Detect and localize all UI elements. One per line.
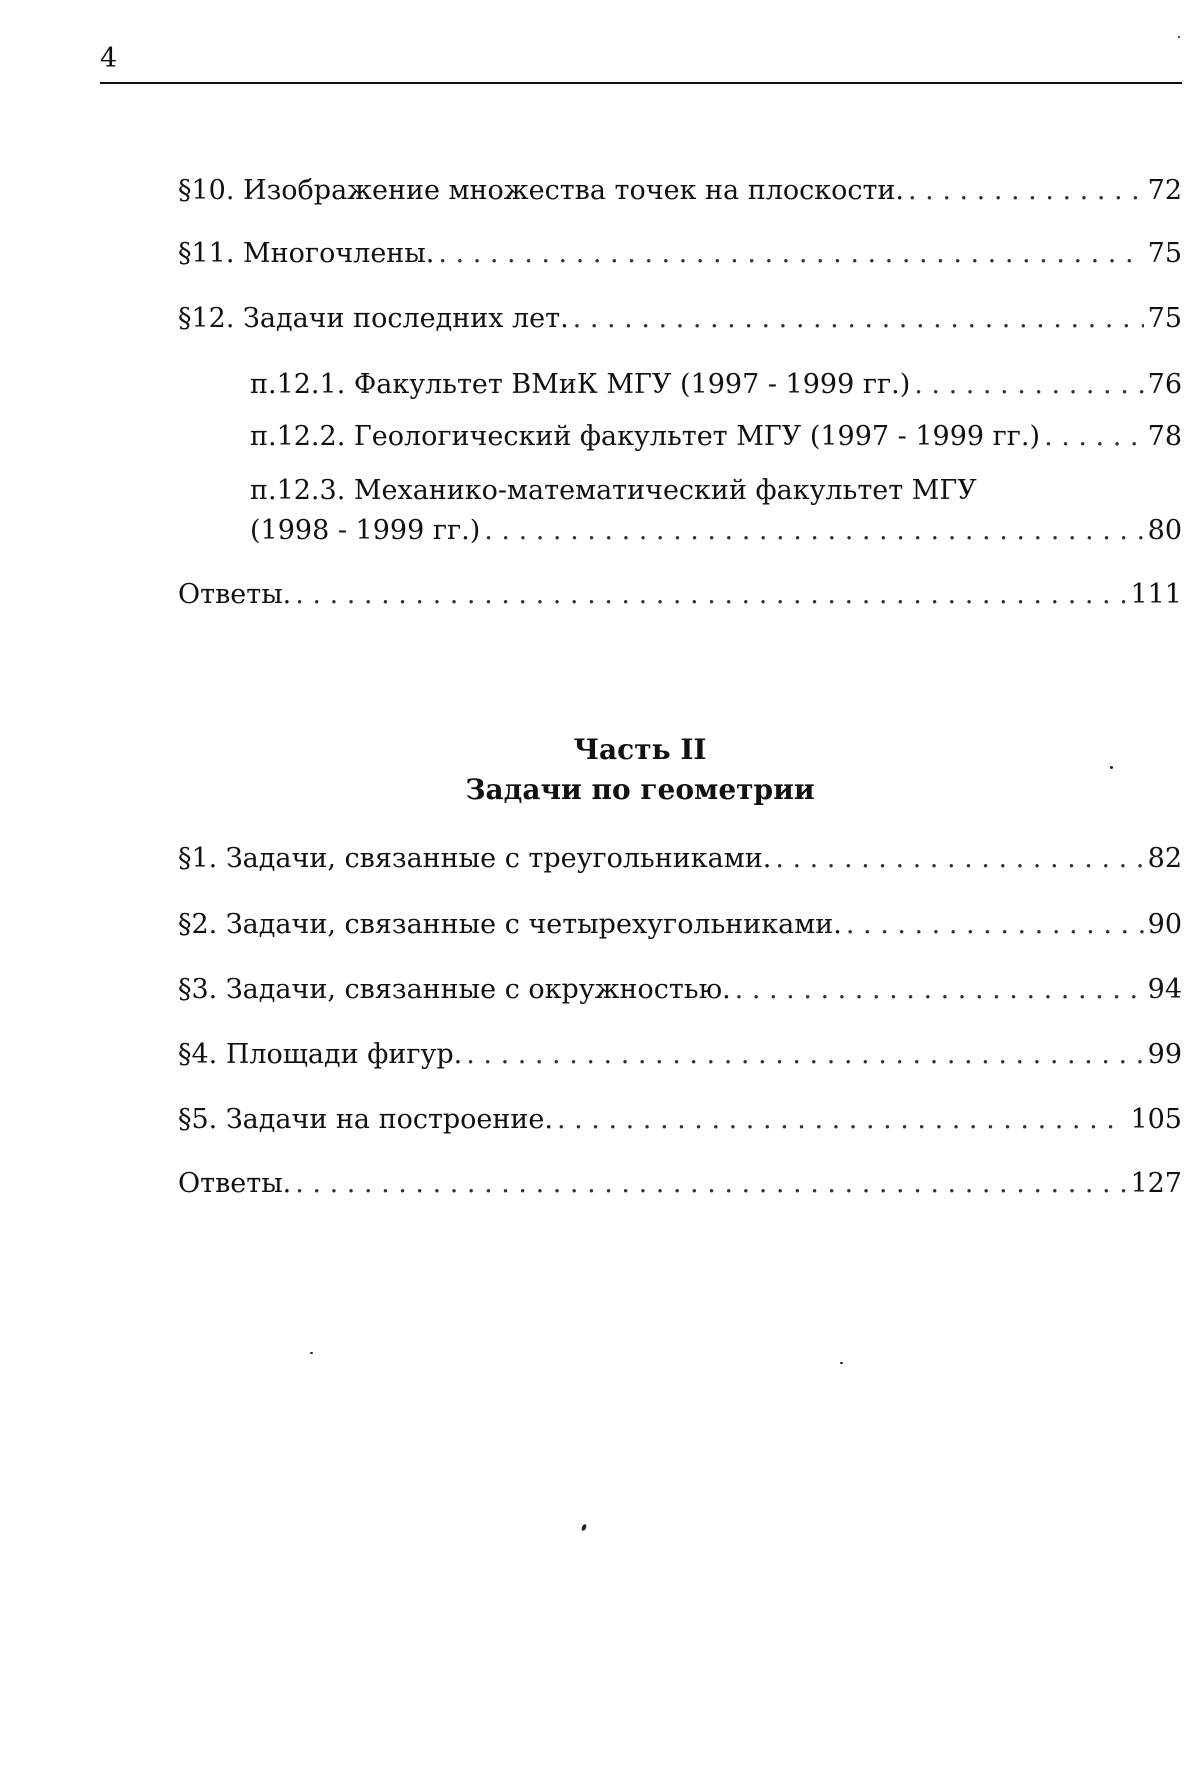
scan-speck <box>840 1362 843 1364</box>
page-number: 4 <box>100 43 118 74</box>
toc-subentry-page: 78 <box>1147 421 1182 452</box>
dot-leader <box>914 368 1143 402</box>
dot-leader <box>735 973 1144 1007</box>
dot-leader <box>557 1103 1126 1137</box>
dot-leader <box>846 908 1144 942</box>
dot-leader <box>484 514 1143 548</box>
toc-entry-page: 94 <box>1147 974 1182 1005</box>
toc-subentry-title: п.12.1. Факультет ВМиК МГУ (1997 - 1999 гг.) <box>250 369 911 400</box>
toc-subentry-page: 76 <box>1147 369 1182 400</box>
toc-entry-title: §5. Задачи на построение. <box>178 1104 553 1135</box>
toc-entry-title: §11. Многочлены. <box>178 238 435 269</box>
toc-entry-title: §4. Площади фигур. <box>178 1039 463 1070</box>
toc-entry[interactable] <box>178 973 1182 1007</box>
dot-leader <box>573 302 1144 336</box>
toc-entry[interactable] <box>178 174 1182 208</box>
dot-leader <box>438 237 1143 271</box>
scan-speck <box>1178 36 1180 38</box>
toc-entry[interactable] <box>178 908 1182 942</box>
toc-entry-title: §2. Задачи, связанные с четырехугольниками. <box>178 909 842 940</box>
toc-entry-title: Ответы. <box>178 579 292 610</box>
toc-entry-page: 75 <box>1147 303 1182 334</box>
toc-entry-page: 90 <box>1147 909 1182 940</box>
toc-entry-answers[interactable] <box>178 1167 1182 1201</box>
scan-speck <box>1110 766 1113 769</box>
dot-leader <box>775 842 1143 876</box>
toc-entry-page: 105 <box>1130 1104 1182 1135</box>
toc-entry-page: 75 <box>1147 238 1182 269</box>
dot-leader <box>295 1167 1126 1201</box>
toc-entry-title: §3. Задачи, связанные с окружностью. <box>178 974 731 1005</box>
toc-subentry-page: 80 <box>1147 515 1182 546</box>
toc-entry-title: §1. Задачи, связанные с треугольниками. <box>178 843 772 874</box>
toc-entry[interactable] <box>178 842 1182 876</box>
toc-entry[interactable] <box>178 237 1182 271</box>
toc-entry-page: 111 <box>1130 579 1182 610</box>
toc-entry[interactable] <box>178 1103 1182 1137</box>
dot-leader <box>295 578 1126 612</box>
toc-entry-page: 72 <box>1147 175 1182 206</box>
scan-speck <box>581 1523 588 1531</box>
scan-speck <box>310 1352 313 1354</box>
dot-leader <box>1044 420 1144 454</box>
part-subheading: Задачи по геометрии <box>465 773 815 806</box>
dot-leader <box>908 174 1144 208</box>
toc-subentry[interactable] <box>250 514 1182 548</box>
toc-entry-answers[interactable] <box>178 578 1182 612</box>
toc-subentry-title: п.12.2. Геологический факультет МГУ (1997 - 1999 гг.) <box>250 421 1041 452</box>
toc-entry[interactable] <box>178 302 1182 336</box>
toc-entry-page: 99 <box>1147 1039 1182 1070</box>
toc-subentry[interactable] <box>250 368 1182 402</box>
toc-subentry-title-line1: п.12.3. Механико-математический факультет МГУ <box>250 475 977 506</box>
toc-entry-title: Ответы. <box>178 1168 292 1199</box>
toc-entry[interactable] <box>178 1038 1182 1072</box>
part-heading: Часть II <box>573 733 707 766</box>
toc-entry-title: §12. Задачи последних лет. <box>178 303 569 334</box>
toc-entry-title: §10. Изображение множества точек на плоскости. <box>178 175 905 206</box>
header-rule <box>100 82 1182 84</box>
dot-leader <box>466 1038 1143 1072</box>
toc-subentry-title-line2: (1998 - 1999 гг.) <box>250 515 481 546</box>
toc-entry-page: 82 <box>1147 843 1182 874</box>
toc-subentry[interactable] <box>250 420 1182 454</box>
toc-entry-page: 127 <box>1130 1168 1182 1199</box>
